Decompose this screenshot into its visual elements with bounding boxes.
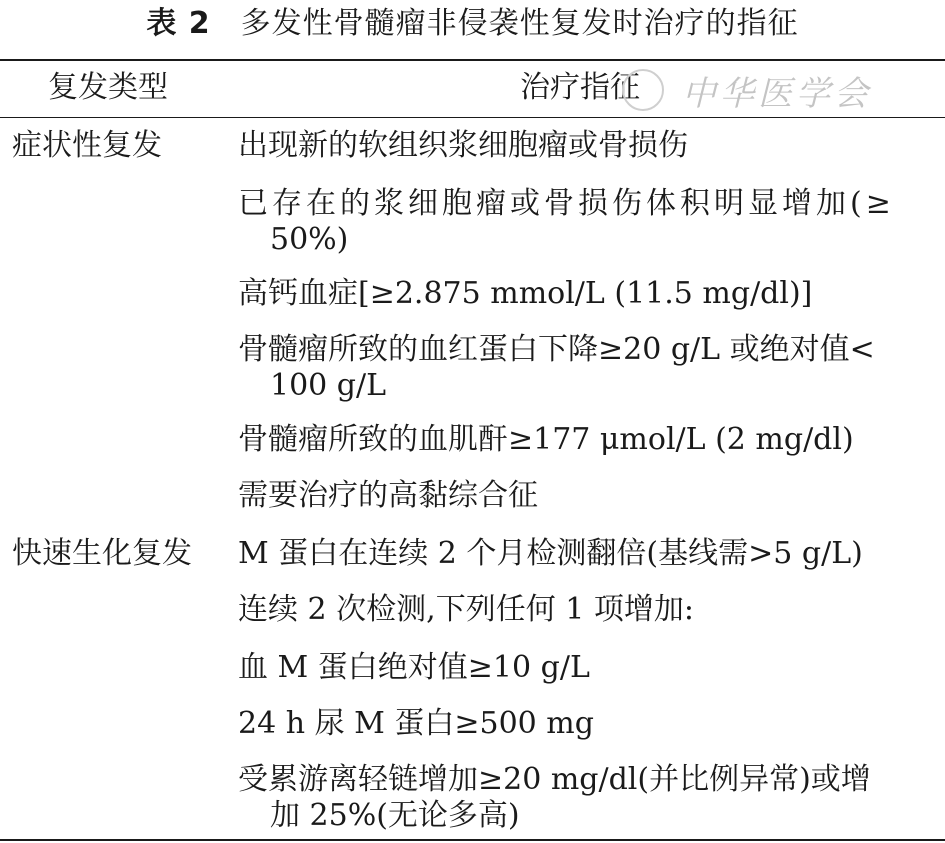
list-item (238, 332, 928, 404)
item-text: 24 h 尿 M 蛋白≥500 mg (238, 706, 594, 741)
item-text: 已存在的浆细胞瘤或骨损伤体积明显增加(≥ (238, 186, 895, 221)
list-item (238, 592, 928, 628)
list-item (238, 650, 928, 686)
category-symptomatic-relapse: 症状性复发 (12, 128, 162, 163)
item-text: 连续 2 次检测,下列任何 1 项增加: (238, 592, 694, 627)
top-rule (0, 59, 945, 61)
item-text: 骨髓瘤所致的血红蛋白下降≥20 g/L 或绝对值< (238, 332, 875, 367)
watermark-seal-icon (622, 69, 664, 111)
watermark-text: 中华医学会 (682, 73, 872, 114)
item-text-continued: 100 g/L (270, 368, 387, 403)
list-item (238, 706, 928, 742)
item-text: 高钙血症[≥2.875 mmol/L (11.5 mg/dl)] (238, 276, 813, 311)
list-item (238, 128, 928, 164)
item-text-continued: 加 25%(无论多高) (270, 798, 520, 833)
item-text: 需要治疗的高黏综合征 (238, 478, 538, 513)
list-item (238, 276, 928, 312)
table-caption: 多发性骨髓瘤非侵袭性复发时治疗的指征 (240, 6, 799, 41)
list-item (238, 536, 928, 572)
list-item (238, 186, 928, 258)
item-text: 出现新的软组织浆细胞瘤或骨损伤 (238, 128, 688, 163)
list-item (238, 478, 928, 514)
item-text: 骨髓瘤所致的血肌酐≥177 μmol/L (2 mg/dl) (238, 422, 854, 457)
item-text: M 蛋白在连续 2 个月检测翻倍(基线需>5 g/L) (238, 536, 863, 571)
item-text: 血 M 蛋白绝对值≥10 g/L (238, 650, 590, 685)
item-text: 受累游离轻链增加≥20 mg/dl(并比例异常)或增 (238, 762, 871, 797)
list-item (238, 422, 928, 458)
table-title (0, 4, 945, 44)
header-relapse-type: 复发类型 (48, 70, 168, 105)
header-rule (0, 117, 945, 118)
item-text-continued: 50%) (270, 222, 349, 257)
list-item (238, 762, 928, 834)
category-rapid-biochemical-relapse: 快速生化复发 (12, 536, 192, 571)
table-label: 表 2 (146, 6, 211, 41)
header-treatment-indication: 治疗指征 (520, 70, 640, 105)
bottom-rule (0, 839, 945, 841)
publisher-watermark (622, 68, 872, 112)
